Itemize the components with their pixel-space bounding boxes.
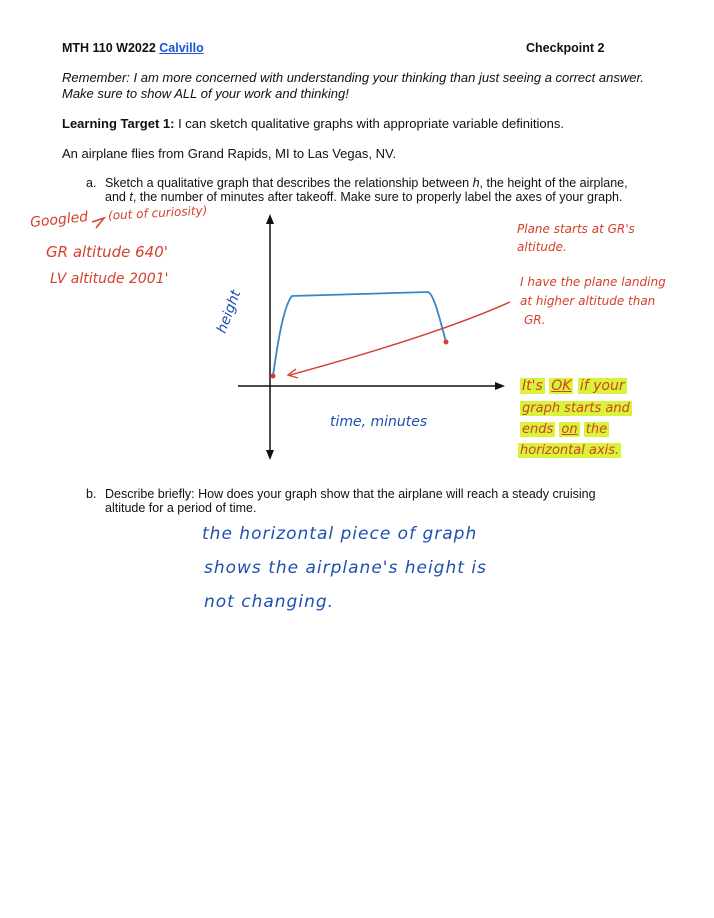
learning-target-text: I can sketch qualitative graphs with appropriate variable definitions. [174, 116, 564, 131]
part-b-letter: b. [86, 487, 97, 501]
note-ok-text: graph starts and [522, 401, 630, 416]
note-ok-text: on [561, 422, 578, 437]
note-landing-line-2: at higher altitude than [520, 294, 656, 308]
annotation-arrow [290, 302, 510, 375]
height-curve [273, 292, 446, 376]
note-ok-text: the [585, 422, 608, 437]
gr-altitude-note: GR altitude 640' [46, 243, 168, 261]
note-ok-line-2 [520, 401, 632, 416]
part-b-line-2: altitude for a period of time. [105, 501, 257, 515]
note-start-line-1: Plane starts at GR's [517, 222, 635, 236]
end-point [444, 340, 449, 345]
var-h: h [472, 176, 480, 190]
note-start-line-2: altitude. [517, 240, 567, 254]
note-ok-text: It's [522, 378, 543, 394]
answer-line-2: shows the airplane's height is [204, 558, 487, 578]
y-axis-label: height [214, 288, 245, 336]
curiosity-note: (out of curiosity) [107, 203, 208, 223]
y-axis-arrow-icon [266, 214, 274, 224]
intro-line-2: Make sure to show ALL of your work and thinking! [62, 86, 349, 101]
note-ok-text: horizontal axis. [520, 443, 620, 458]
var-t: t [129, 190, 133, 204]
googled-note: Googled [29, 208, 89, 232]
learning-target-label: Learning Target 1: [62, 116, 175, 131]
part-a-text: and [105, 190, 130, 204]
note-ok-text: OK [551, 378, 572, 394]
checkpoint-label: Checkpoint 2 [526, 41, 605, 55]
answer-line-1: the horizontal piece of graph [202, 524, 478, 544]
note-ok-line-4 [518, 443, 621, 458]
googled-bracket [92, 218, 104, 228]
part-a-text: Sketch a qualitative graph that describes the relationship between [105, 176, 473, 190]
note-ok-text: if your [579, 378, 625, 394]
instructor-link[interactable]: Calvillo [159, 41, 204, 55]
note-ok-line-1 [520, 378, 627, 394]
course-code: MTH 110 W2022 [62, 41, 156, 55]
part-a-text: , the number of minutes after takeoff. Make sure to properly label the axes of your graph. [132, 190, 623, 204]
note-landing-line-3: GR. [524, 313, 546, 327]
x-axis-arrow-icon [495, 382, 505, 390]
note-ok-line-3 [520, 422, 609, 437]
start-point [271, 374, 276, 379]
intro-line-1: Remember: I am more concerned with understanding your thinking than just seeing a correct answer. [62, 70, 644, 85]
part-b-line-1: Describe briefly: How does your graph show that the airplane will reach a steady cruising [105, 487, 596, 501]
x-axis-label: time, minutes [330, 414, 428, 430]
y-axis-arrow-down-icon [266, 450, 274, 460]
scenario-text: An airplane flies from Grand Rapids, MI to Las Vegas, NV. [62, 146, 397, 161]
note-landing-line-1: I have the plane landing [520, 275, 666, 289]
note-ok-text: ends [522, 422, 554, 437]
part-a-letter: a. [86, 176, 97, 190]
answer-line-3: not changing. [204, 592, 335, 612]
lv-altitude-note: LV altitude 2001' [50, 271, 169, 287]
part-a-text: , the height of the airplane, [479, 176, 628, 190]
